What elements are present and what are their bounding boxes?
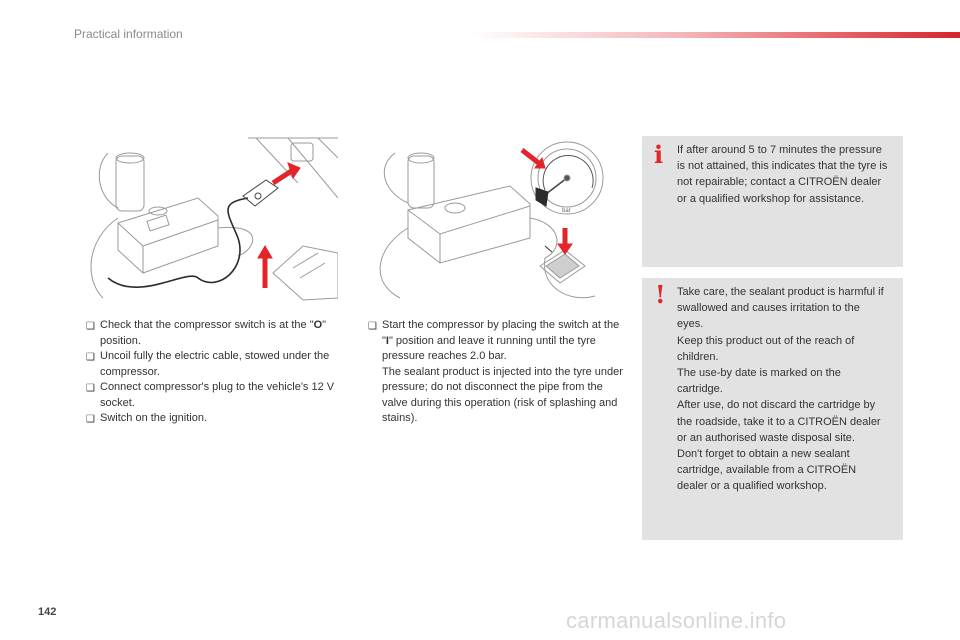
- list-item: [368, 318, 624, 427]
- switch-position-o: O: [313, 319, 323, 331]
- page-number: 142: [38, 606, 57, 618]
- step-text: Switch on the ignition.: [100, 412, 208, 424]
- step-text: Check that the compressor switch is at the ": [100, 319, 314, 331]
- step-text: " position and leave it running until the tyre pressure reaches 2.0 bar.: [382, 334, 596, 362]
- checkbox-bullet-icon: ❑: [86, 383, 95, 394]
- list-item: [86, 318, 348, 349]
- compressor-start-steps: [368, 318, 624, 427]
- checkbox-bullet-icon: ❑: [368, 321, 377, 332]
- gauge-unit-label: bar: [562, 208, 571, 214]
- warning-paragraph: Take care, the sealant product is harmful if swallowed and causes irritation to the eyes.: [677, 286, 884, 331]
- checkbox-bullet-icon: ❑: [86, 414, 95, 425]
- info-note: [642, 136, 903, 267]
- step-text: Start the compressor by placing the switch at the ": [382, 319, 620, 347]
- checkbox-bullet-icon: ❑: [86, 352, 95, 363]
- checkbox-bullet-icon: ❑: [86, 321, 95, 332]
- warning-icon: !: [655, 280, 666, 309]
- switch-position-i: I: [385, 334, 389, 347]
- step-note-text: The sealant product is injected into the tyre under pressure; do not disconnect the pipe from the valve during this operation (risk of splashing and stains).: [382, 365, 623, 424]
- list-item: [86, 349, 348, 380]
- compressor-setup-steps: [86, 318, 348, 427]
- step-text: " position.: [100, 319, 327, 347]
- warning-note-text: [677, 284, 889, 495]
- info-icon: i: [654, 140, 664, 169]
- warning-paragraph: Don't forget to obtain a new sealant cartridge, available from a CITROËN dealer or a qualified workshop.: [677, 448, 857, 493]
- compressor-gauge-illustration: [370, 128, 615, 303]
- compressor-plug-illustration: [88, 128, 338, 303]
- info-note-text: If after around 5 to 7 minutes the pressure is not attained, this indicates that the tyre is not repairable; contact a CITROËN dealer or a qualified workshop for assistance.: [677, 144, 888, 205]
- header-rule: [470, 32, 960, 38]
- step-text: Uncoil fully the electric cable, stowed under the compressor.: [100, 350, 330, 378]
- warning-note: [642, 278, 903, 540]
- warning-paragraph: The use-by date is marked on the cartridge.: [677, 367, 841, 396]
- warning-paragraph: Keep this product out of the reach of children.: [677, 334, 855, 363]
- list-item: [86, 380, 348, 411]
- warning-paragraph: After use, do not discard the cartridge by the roadside, take it to a CITROËN dealer or an authorised waste disposal site.: [677, 399, 881, 444]
- watermark: carmanualsonline.info: [566, 608, 787, 633]
- list-item: [86, 411, 348, 427]
- step-text: Connect compressor's plug to the vehicle's 12 V socket.: [100, 381, 335, 409]
- section-title: Practical information: [74, 27, 183, 41]
